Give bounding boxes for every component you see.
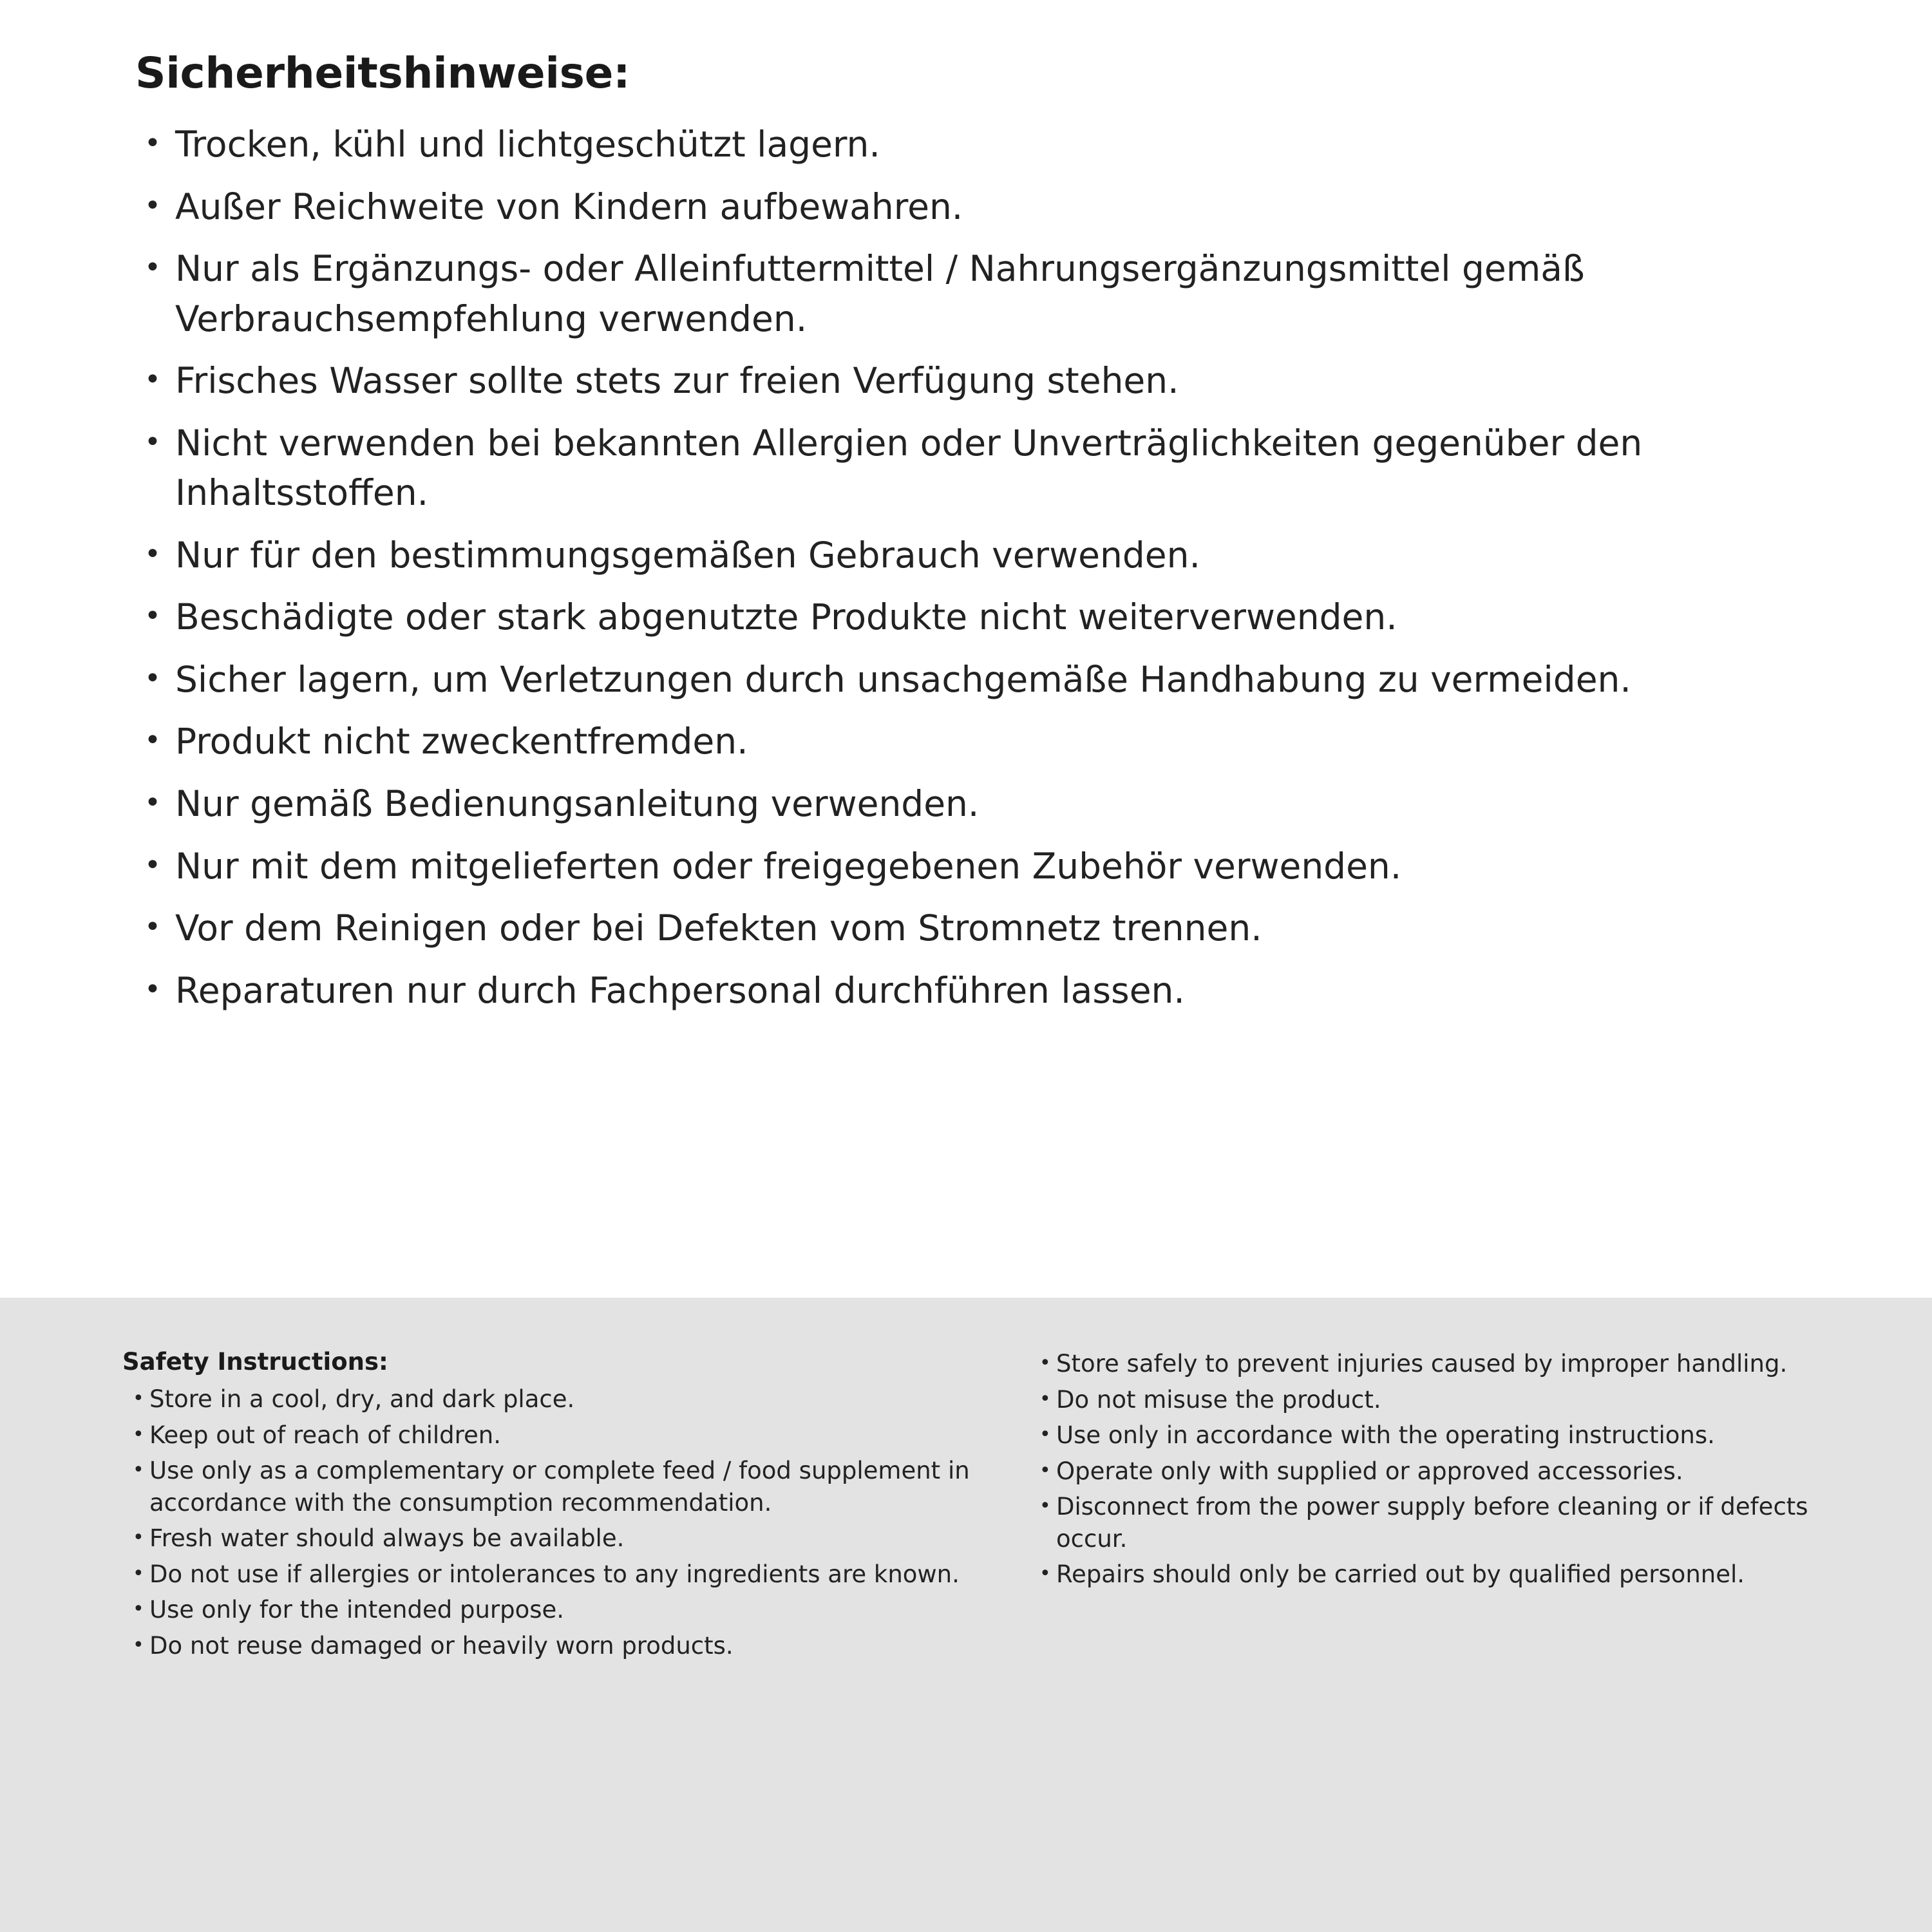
list-item — [1029, 1419, 1847, 1452]
bullet-icon: • — [1039, 1562, 1051, 1586]
list-item-text: Do not reuse damaged or heavily worn products. — [149, 1632, 734, 1660]
list-item — [129, 531, 1835, 581]
english-column-left — [122, 1348, 979, 1666]
list-item-text: Operate only with supplied or approved accessories. — [1056, 1457, 1683, 1485]
list-item — [122, 1419, 979, 1452]
bullet-icon: • — [133, 1459, 144, 1482]
list-item — [129, 842, 1835, 892]
list-item — [122, 1522, 979, 1555]
list-item — [129, 120, 1835, 170]
list-item-text: Nicht verwenden bei bekannten Allergien oder Unverträglichkeiten gegenüber den Inhaltsstoffen. — [175, 422, 1643, 514]
list-item-text: Use only in accordance with the operating instructions. — [1056, 1421, 1715, 1450]
bullet-icon: • — [144, 972, 161, 1006]
list-item — [129, 904, 1835, 954]
list-item-text: Produkt nicht zweckentfremden. — [175, 721, 748, 762]
list-item — [122, 1630, 979, 1662]
list-item — [129, 655, 1835, 705]
list-item — [129, 779, 1835, 829]
list-item-text: Beschädigte oder stark abgenutzte Produkte nicht weiterverwenden. — [175, 596, 1397, 638]
english-safety-list-right — [1029, 1348, 1847, 1591]
bullet-icon: • — [1039, 1495, 1051, 1518]
list-item — [129, 592, 1835, 643]
bullet-icon: • — [144, 786, 161, 820]
list-item — [129, 356, 1835, 406]
bullet-icon: • — [144, 127, 161, 160]
list-item — [1029, 1491, 1847, 1555]
list-item — [129, 419, 1835, 518]
list-item-text: Außer Reichweite von Kindern aufbewahren. — [175, 185, 963, 227]
english-column-right — [1029, 1348, 1847, 1595]
bullet-icon: • — [1039, 1387, 1051, 1410]
list-item-text: Reparaturen nur durch Fachpersonal durchführen lassen. — [175, 969, 1185, 1011]
bullet-icon: • — [144, 911, 161, 944]
list-item — [1029, 1348, 1847, 1380]
bullet-icon: • — [1039, 1352, 1051, 1374]
list-item — [122, 1594, 979, 1626]
list-item-text: Nur für den bestimmungsgemäßen Gebrauch verwenden. — [175, 534, 1200, 576]
list-item-text: Fresh water should always be available. — [149, 1524, 625, 1553]
german-section-title: Sicherheitshinweise: — [135, 48, 630, 98]
bullet-icon: • — [133, 1562, 144, 1585]
bullet-icon: • — [133, 1526, 144, 1549]
bullet-icon: • — [144, 363, 161, 397]
list-item — [129, 182, 1835, 232]
list-item — [122, 1455, 979, 1519]
list-item — [1029, 1455, 1847, 1488]
list-item-text: Do not use if allergies or intolerances to any ingredients are known. — [149, 1560, 960, 1588]
list-item-text: Store in a cool, dry, and dark place. — [149, 1385, 575, 1413]
list-item-text: Use only as a complementary or complete feed / food supplement in accordance with the consumption recommendation. — [149, 1457, 970, 1517]
list-item-text: Vor dem Reinigen oder bei Defekten vom Stromnetz trennen. — [175, 907, 1262, 949]
bullet-icon: • — [133, 1598, 144, 1621]
list-item-text: Store safely to prevent injuries caused by improper handling. — [1056, 1350, 1788, 1378]
list-item-text: Disconnect from the power supply before cleaning or if defects occur. — [1056, 1493, 1808, 1553]
bullet-icon: • — [144, 724, 161, 757]
bullet-icon: • — [144, 189, 161, 222]
german-safety-list — [129, 120, 1835, 1016]
list-item-text: Nur gemäß Bedienungsanleitung verwenden. — [175, 783, 980, 825]
bullet-icon: • — [1039, 1459, 1051, 1482]
english-section-title: Safety Instructions: — [122, 1348, 388, 1376]
list-item-text: Keep out of reach of children. — [149, 1421, 502, 1449]
bullet-icon: • — [144, 600, 161, 633]
list-item — [129, 966, 1835, 1016]
list-item — [129, 717, 1835, 767]
list-item-text: Frisches Wasser sollte stets zur freien Verfügung stehen. — [175, 360, 1179, 402]
list-item — [1029, 1384, 1847, 1416]
bullet-icon: • — [1039, 1423, 1051, 1446]
list-item-text: Trocken, kühl und lichtgeschützt lagern. — [175, 124, 880, 165]
bullet-icon: • — [144, 425, 161, 459]
list-item — [122, 1558, 979, 1591]
list-item-text: Sicher lagern, um Verletzungen durch unsachgemäße Handhabung zu vermeiden. — [175, 658, 1631, 700]
list-item — [122, 1383, 979, 1416]
english-safety-section — [0, 1298, 1932, 1932]
list-item — [1029, 1558, 1847, 1591]
bullet-icon: • — [144, 661, 161, 695]
list-item-text: Repairs should only be carried out by qualified personnel. — [1056, 1560, 1745, 1589]
list-item — [129, 244, 1835, 344]
bullet-icon: • — [133, 1387, 144, 1410]
list-item-text: Nur als Ergänzungs- oder Alleinfuttermittel / Nahrungsergänzungsmittel gemäß Verbrauchsempfehlung verwenden. — [175, 248, 1585, 339]
bullet-icon: • — [144, 251, 161, 285]
bullet-icon: • — [144, 537, 161, 571]
bullet-icon: • — [144, 848, 161, 882]
bullet-icon: • — [133, 1423, 144, 1446]
list-item-text: Do not misuse the product. — [1056, 1385, 1381, 1414]
list-item-text: Use only for the intended purpose. — [149, 1596, 565, 1624]
english-safety-list-left — [122, 1383, 979, 1662]
bullet-icon: • — [133, 1634, 144, 1657]
list-item-text: Nur mit dem mitgelieferten oder freigegebenen Zubehör verwenden. — [175, 845, 1402, 887]
